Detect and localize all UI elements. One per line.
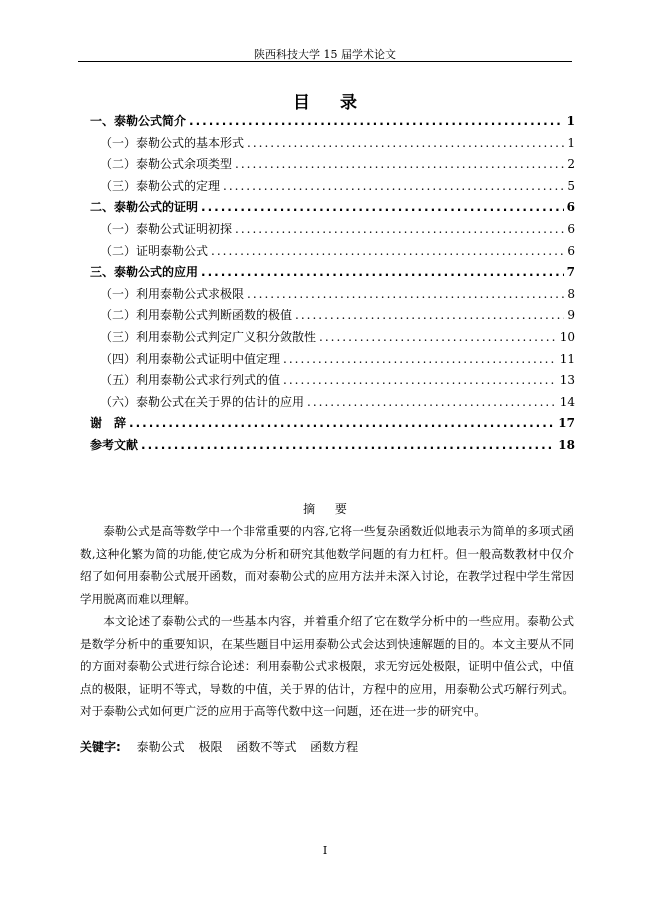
toc-entry[interactable] (90, 436, 575, 458)
toc-entry-page: 6 (567, 243, 575, 258)
toc-leader-dots (307, 395, 557, 409)
keyword: 函数方程 (310, 740, 359, 754)
toc-entry-label: （三）泰勒公式的定理 (100, 178, 221, 193)
keywords-line (80, 738, 368, 755)
keyword: 函数不等式 (236, 740, 297, 754)
toc-entry[interactable] (90, 134, 575, 156)
header-rule (78, 61, 572, 62)
toc-entry-label: （五）利用泰勒公式求行列式的值 (100, 373, 281, 388)
toc-entry-label: （一）利用泰勒公式求极限 (100, 286, 245, 301)
toc-entry-label: （二）证明泰勒公式 (100, 243, 209, 258)
page-number: I (322, 844, 328, 857)
toc-entry-page: 11 (559, 351, 575, 366)
toc-entry-label: （二）泰勒公式余项类型 (100, 157, 233, 172)
toc-leader-dots (129, 416, 555, 430)
toc-entry-label: （二）利用泰勒公式判断函数的极值 (100, 308, 293, 323)
toc-entry[interactable] (90, 328, 575, 350)
toc-leader-dots (201, 265, 564, 279)
toc-entry-page: 6 (567, 221, 575, 236)
toc-entry[interactable] (90, 242, 575, 264)
toc-leader-dots (283, 352, 557, 366)
abstract-paragraph: 泰勒公式是高等数学中一个非常重要的内容,它将一些复杂函数近似地表示为简单的多项式函数,这种化繁为简的功能,使它成为分析和研究其他数学问题的有力杠杆。但一般高数教材中仅介绍了如何用泰勒公式展开函数，而对泰勒公式的应用方法并未深入讨论，在教学过程中学生常因学用脱离而难以理解。 (80, 524, 574, 606)
abstract-paragraph: 本文论述了泰勒公式的一些基本内容，并着重介绍了它在数学分析中的一些应用。泰勒公式是数学分析中的重要知识，在某些题目中运用泰勒公式会达到快速解题的目的。本文主要从不同的方面对泰勒公式进行综合论述：利用泰勒公式求极限，求无穷远处极限，证明中值公式，中值点的极限，证明不等式，导数的中值，关于界的估计，方程中的应用，用泰勒公式巧解行列式。对于泰勒公式如何更广泛的应用于高等代数中这一问题，还在进一步的研究中。 (80, 614, 574, 718)
toc-leader-dots (283, 373, 557, 387)
toc-entry-label: （三）利用泰勒公式判定广义积分敛散性 (100, 329, 317, 344)
table-of-contents (90, 112, 575, 458)
toc-entry-label: （一）泰勒公式证明初探 (100, 221, 233, 236)
keyword: 泰勒公式 (136, 740, 185, 754)
toc-entry-page: 1 (566, 114, 575, 128)
toc-entry-label: （四）利用泰勒公式证明中值定理 (100, 351, 281, 366)
toc-leader-dots (295, 308, 564, 322)
toc-entry-label: （六）泰勒公式在关于界的估计的应用 (100, 394, 305, 409)
toc-entry-page: 18 (558, 437, 575, 452)
toc-entry-page: 9 (567, 308, 575, 323)
toc-entry[interactable] (90, 263, 575, 285)
toc-entry[interactable] (90, 112, 575, 134)
keyword: 极限 (198, 740, 223, 754)
toc-leader-dots (189, 114, 564, 128)
toc-leader-dots (201, 200, 564, 214)
toc-entry-page: 10 (559, 329, 575, 344)
toc-entry[interactable] (90, 220, 575, 242)
abstract-body (80, 520, 574, 723)
page-header: 陕西科技大学 15 届学术论文 (254, 48, 396, 61)
toc-entry-label: 参考文献 (90, 437, 139, 452)
toc-leader-dots (247, 287, 564, 301)
toc-entry[interactable] (90, 155, 575, 177)
toc-entry[interactable] (90, 198, 575, 220)
toc-entry[interactable] (90, 414, 575, 436)
toc-entry-page: 7 (566, 265, 575, 280)
toc-entry-label: 谢 辞 (90, 416, 127, 431)
toc-entry-page: 13 (559, 373, 575, 388)
abstract-title: 摘 要 (303, 502, 355, 516)
toc-entry[interactable] (90, 306, 575, 328)
toc-entry-page: 6 (566, 200, 575, 215)
toc-entry-page: 5 (567, 178, 575, 193)
toc-entry-page: 1 (567, 135, 575, 150)
toc-leader-dots (223, 179, 564, 193)
toc-entry[interactable] (90, 371, 575, 393)
toc-title: 目 录 (293, 93, 369, 113)
toc-leader-dots (141, 438, 555, 452)
toc-entry-label: 一、泰勒公式简介 (90, 114, 187, 128)
toc-entry[interactable] (90, 393, 575, 415)
toc-entry-page: 17 (558, 416, 575, 431)
toc-entry[interactable] (90, 177, 575, 199)
toc-entry-page: 2 (567, 157, 575, 172)
keywords-label: 关键字: (80, 740, 121, 754)
toc-entry[interactable] (90, 350, 575, 372)
toc-entry-label: 三、泰勒公式的应用 (90, 265, 199, 280)
toc-leader-dots (319, 330, 557, 344)
toc-entry-label: （一）泰勒公式的基本形式 (100, 135, 245, 150)
toc-entry-label: 二、泰勒公式的证明 (90, 200, 199, 215)
toc-entry-page: 8 (567, 286, 575, 301)
toc-entry[interactable] (90, 285, 575, 307)
toc-entry-page: 14 (559, 394, 575, 409)
toc-leader-dots (211, 244, 564, 258)
toc-leader-dots (235, 222, 564, 236)
toc-leader-dots (235, 157, 564, 171)
toc-leader-dots (247, 136, 564, 150)
